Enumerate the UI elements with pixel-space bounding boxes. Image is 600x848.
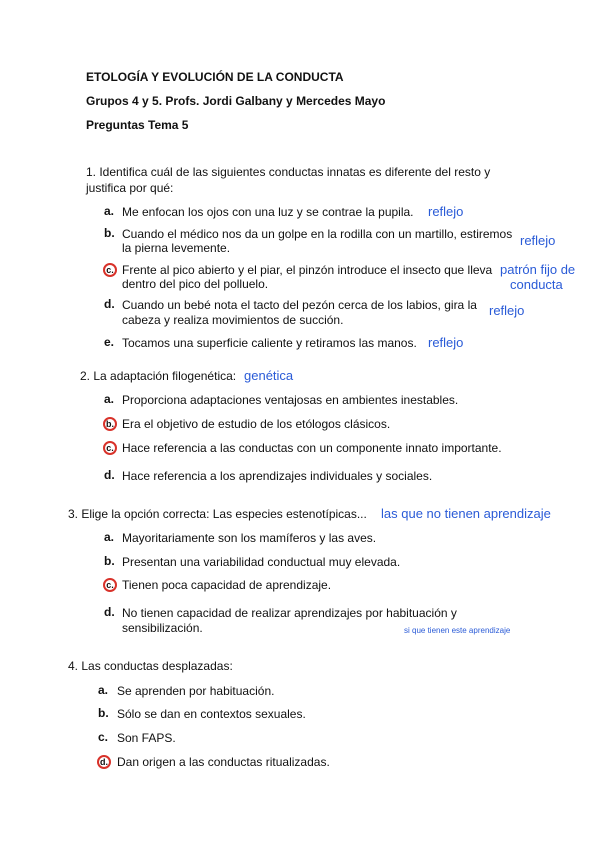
q3-option-a-letter: a. <box>104 530 115 544</box>
q1-option-c-note-line1: patrón fijo de <box>500 262 576 277</box>
document-groups: Grupos 4 y 5. Profs. Jordi Galbany y Mercedes Mayo <box>86 94 386 108</box>
q3-option-a-text: Mayoritariamente son los mamíferos y las aves. <box>122 531 377 545</box>
q2-option-a-text: Proporciona adaptaciones ventajosas en ambientes inestables. <box>122 393 459 407</box>
q1-option-b-note: reflejo <box>520 233 556 248</box>
q4-option-c-letter: c. <box>98 730 109 744</box>
q1-option-b-letter: b. <box>104 226 115 240</box>
question-3: 3. Elige la opción correcta: Las especies estenotípicas... <box>68 507 367 521</box>
q4-option-a-letter: a. <box>98 683 109 697</box>
q2-option-d-letter: d. <box>104 468 115 482</box>
q3-option-d-letter: d. <box>104 605 115 619</box>
q2-option-c-circle: c. <box>103 441 117 455</box>
q1-option-b-line1: Cuando el médico nos da un golpe en la rodilla con un martillo, estiremos <box>122 227 513 241</box>
q1-option-d-note: reflejo <box>489 303 525 318</box>
q1-option-b-line2: la pierna levemente. <box>122 241 231 255</box>
q2-option-c-text: Hace referencia a las conductas con un componente innato importante. <box>122 441 502 455</box>
q4-option-c-text: Son FAPS. <box>117 731 176 745</box>
q2-option-b-circle: b. <box>103 417 117 431</box>
q1-option-c-line2: dentro del pico del polluelo. <box>122 277 269 291</box>
q2-option-a-letter: a. <box>104 392 115 406</box>
q3-option-c-circle: c. <box>103 578 117 592</box>
q1-option-a-text: Me enfocan los ojos con una luz y se contrae la pupila. <box>122 205 414 219</box>
q1-option-e-note: reflejo <box>428 335 464 350</box>
question-3-note: las que no tienen aprendizaje <box>381 506 551 521</box>
q1-option-a-letter: a. <box>104 204 115 218</box>
q1-option-e-letter: e. <box>104 335 115 349</box>
q2-option-d-text: Hace referencia a los aprendizajes individuales y sociales. <box>122 469 433 483</box>
question-4: 4. Las conductas desplazadas: <box>68 659 233 673</box>
q4-option-a-text: Se aprenden por habituación. <box>117 684 275 698</box>
q3-option-d-note: si que tienen este aprendizaje <box>404 626 511 635</box>
question-2: 2. La adaptación filogenética: <box>80 369 237 383</box>
q4-option-b-text: Sólo se dan en contextos sexuales. <box>117 707 306 721</box>
q3-option-d-line1: No tienen capacidad de realizar aprendizajes por habituación y <box>122 606 457 620</box>
document-topic: Preguntas Tema 5 <box>86 118 189 132</box>
q4-option-b-letter: b. <box>98 706 109 720</box>
document-title: ETOLOGÍA Y EVOLUCIÓN DE LA CONDUCTA <box>86 70 344 84</box>
q1-option-d-line1: Cuando un bebé nota el tacto del pezón cerca de los labios, gira la <box>122 298 477 312</box>
q1-option-c-circle: c. <box>103 263 117 277</box>
q3-option-b-letter: b. <box>104 554 115 568</box>
q1-option-a-note: reflejo <box>428 204 464 219</box>
q4-option-d-circle: d. <box>97 755 111 769</box>
q1-option-e-text: Tocamos una superficie caliente y retiramos las manos. <box>122 336 417 350</box>
q2-option-b-text: Era el objetivo de estudio de los etólogos clásicos. <box>122 417 391 431</box>
q3-option-c-text: Tienen poca capacidad de aprendizaje. <box>122 578 332 592</box>
q4-option-d-text: Dan origen a las conductas ritualizadas. <box>117 755 330 769</box>
question-1-line1: 1. Identifica cuál de las siguientes conductas innatas es diferente del resto y <box>86 165 491 179</box>
q1-option-d-letter: d. <box>104 297 115 311</box>
q3-option-d-line2: sensibilización. <box>122 621 203 635</box>
q3-option-b-text: Presentan una variabilidad conductual muy elevada. <box>122 555 401 569</box>
question-1-line2: justifica por qué: <box>86 181 174 195</box>
q1-option-d-line2: cabeza y realiza movimientos de succión. <box>122 313 344 327</box>
q1-option-c-note-line2: conducta <box>510 277 563 292</box>
question-2-note: genética <box>244 368 294 383</box>
q1-option-c-line1: Frente al pico abierto y el piar, el pinzón introduce el insecto que lleva <box>122 263 493 277</box>
